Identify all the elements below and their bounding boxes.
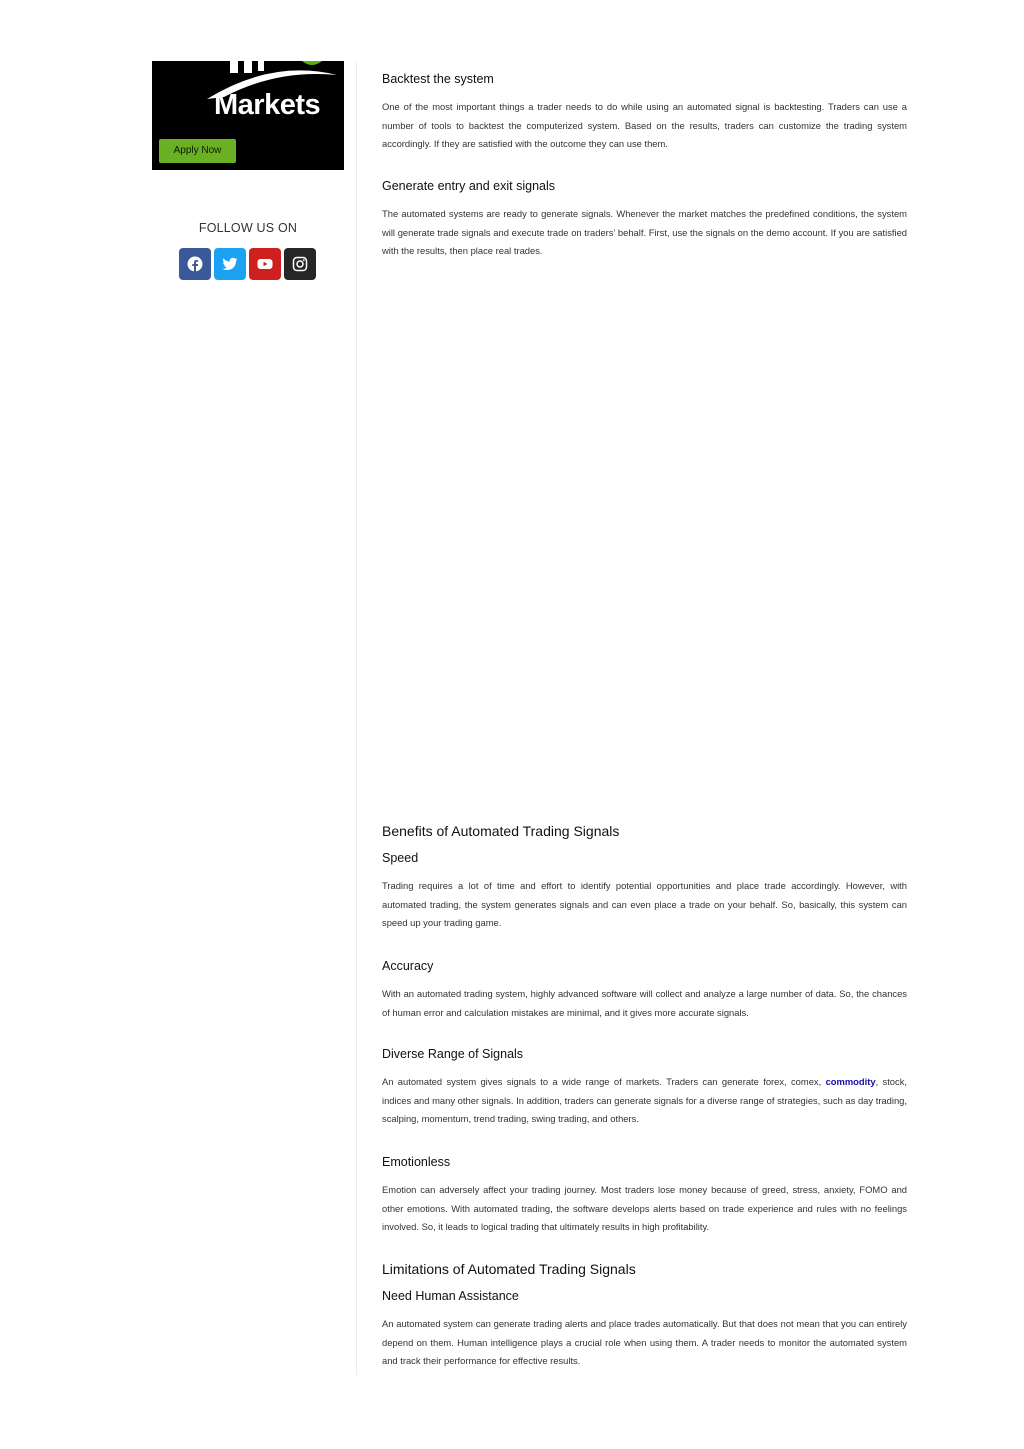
sidebar — [152, 61, 344, 235]
generate-signals-heading: Generate entry and exit signals — [382, 179, 556, 193]
column-divider — [356, 61, 357, 1375]
diverse-text-after: , stock, indices and many other signals. In addition, traders can generate signals for a diverse range of strategies, such as day trading, scalping, momentum, trend trading, swing trading, and others. — [382, 1076, 908, 1125]
youtube-link[interactable] — [249, 248, 281, 280]
accuracy-heading: Accuracy — [382, 959, 434, 973]
apply-now-button[interactable]: Apply Now — [159, 139, 236, 163]
follow-us-label: FOLLOW US ON — [198, 221, 298, 235]
backtest-paragraph: One of the most important things a trader needs to do while using an automated signal is backtesting. Traders can use a number of tools to backtest the computerized system. Based on the results, traders can customize the trading system accordingly. If they are satisfied with the outcome they can use them. — [382, 101, 907, 150]
accuracy-paragraph: With an automated trading system, highly advanced software will collect and analyze a large number of data. So, the chances of human error and calculation mistakes are minimal, and it gives more accurate signals. — [382, 988, 907, 1018]
diverse-range-paragraph — [382, 1073, 907, 1129]
benefits-heading: Benefits of Automated Trading Signals — [382, 823, 620, 839]
facebook-icon — [187, 256, 203, 272]
human-assistance-paragraph: An automated system can generate trading alerts and place trades automatically. But that does not mean that you can entirely depend on them. Human intelligence plays a crucial role when using them. A trader needs to monitor the automated system and track their performance for effective results. — [382, 1318, 907, 1367]
diverse-text-before: An automated system gives signals to a wide range of markets. Traders can generate forex, comex, — [382, 1076, 826, 1087]
ad-brand-name: Markets — [214, 89, 321, 121]
social-links — [179, 248, 316, 280]
backtest-heading: Backtest the system — [382, 72, 494, 86]
twitter-icon — [222, 256, 238, 272]
speed-heading: Speed — [382, 851, 419, 865]
human-assistance-heading: Need Human Assistance — [382, 1289, 519, 1303]
emotionless-paragraph: Emotion can adversely affect your trading journey. Most traders lose money because of greed, stress, anxiety, FOMO and other emotions. With automated trading, the software develops alerts based on trade experience and rules with no feelings involved. So, it leads to logical trading that ultimately results in high profitability. — [382, 1184, 907, 1233]
diverse-range-heading: Diverse Range of Signals — [382, 1047, 524, 1061]
youtube-icon — [257, 256, 273, 272]
commodity-link[interactable]: commodity — [825, 1076, 876, 1087]
generate-signals-paragraph: The automated systems are ready to generate signals. Whenever the market matches the predefined conditions, the system will generate trade signals and execute trade on traders’ behalf. First, use the signals on the demo account. If you are satisfied with the results, then place real trades. — [382, 208, 907, 257]
broker-ad-banner[interactable] — [152, 61, 344, 170]
emotionless-heading: Emotionless — [382, 1155, 451, 1169]
speed-paragraph: Trading requires a lot of time and effort to identify potential opportunities and place trade accordingly. However, with automated trading, the system generates signals and can even place a trade on your behalf. So, basically, this system can speed up your trading game. — [382, 880, 907, 929]
limitations-heading: Limitations of Automated Trading Signals — [382, 1261, 636, 1277]
twitter-link[interactable] — [214, 248, 246, 280]
instagram-icon — [292, 256, 308, 272]
instagram-link[interactable] — [284, 248, 316, 280]
facebook-link[interactable] — [179, 248, 211, 280]
